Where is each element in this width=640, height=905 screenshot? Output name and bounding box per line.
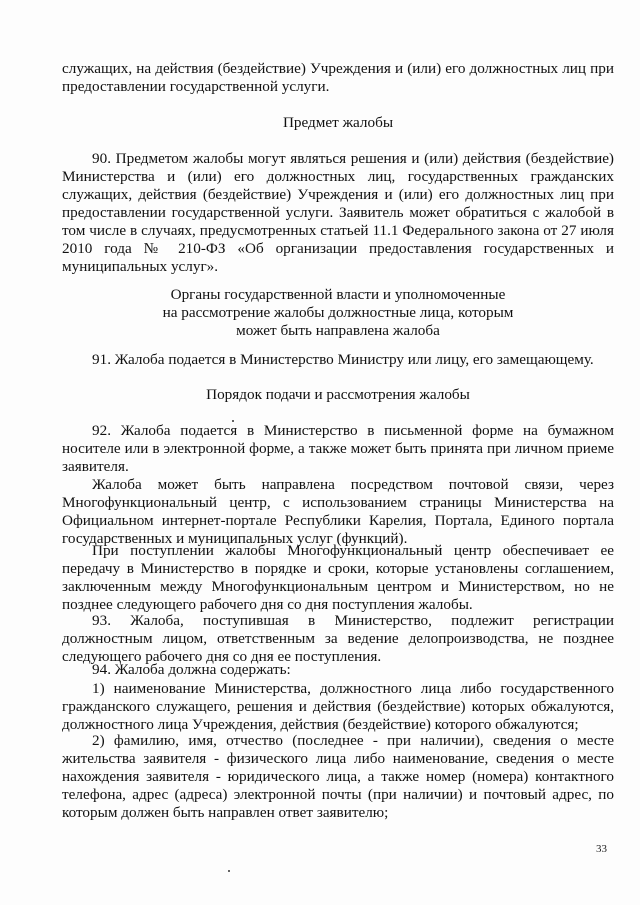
section-heading-procedure: Порядок подачи и рассмотрения жалобы [206,386,470,403]
paragraph-92: 92. Жалоба подается в Министерство в письменной форме на бумажном носителе или в электронной форме, а также может быть принята при личном приеме заявителя. [62,422,614,475]
paragraph-92-mfc: При поступлении жалобы Многофункциональный центр обеспечивает ее передачу в Министерство в порядке и сроки, которые установлены соглашением, заключенным между Многофункциональным центром и Министерством, но не позднее следующего рабочего дня со дня поступления жалобы. [62,542,614,613]
section-heading-subject: Предмет жалобы [282,114,394,131]
paragraph-93: 93. Жалоба, поступившая в Министерство, подлежит регистрации должностным лицом, ответственным за ведение делопроизводства, не позднее следующего рабочего дня со дня ее поступления. [62,612,614,665]
scan-speck [232,420,234,422]
intro-paragraph: служащих, на действия (бездействие) Учреждения и (или) его должностных лиц при предоставлении государственной услуги. [62,60,614,95]
heading-organs-line-2: на рассмотрение жалобы должностные лица, которым [162,304,514,321]
paragraph-91: 91. Жалоба подается в Министерство Министру или лицу, его замещающему. [92,351,594,368]
paragraph-94-item-2: 2) фамилию, имя, отчество (последнее - при наличии), сведения о месте жительства заявителя - физического лица либо наименование, сведения о месте нахождения заявителя - юридического лица, а также номер (номера) контактного телефона, адрес (адреса) электронной почты (при наличии) и почтовый адрес, по которым должен быть направлен ответ заявителю; [62,732,614,821]
heading-organs-line-1: Органы государственной власти и уполномоченные [170,286,506,303]
heading-organs-line-3: может быть направлена жалоба [236,322,440,339]
section-heading-organs [62,286,614,340]
paragraph-94-item-1: 1) наименование Министерства, должностного лица либо государственного гражданского служащего, решения и действия (бездействие) которых обжалуются, должностного лица Учреждения, действия (бездействие) которого обжалуются; [62,680,614,733]
scan-speck [228,870,230,872]
paragraph-92-channels: Жалоба может быть направлена посредством почтовой связи, через Многофункциональный центр, с использованием страницы Министерства на Официальном интернет-портале Республики Карелия, Портала, Единого портала государственных и муниципальных услуг (функций). [62,476,614,547]
paragraph-90: 90. Предметом жалобы могут являться решения и (или) действия (бездействие) Министерства и (или) его должностных лиц, государственных гражданских служащих, действия (бездействие) Учреждения и (или) его должностных лиц при предоставлении государственной услуги. Заявитель может обратиться с жалобой в том числе в случаях, предусмотренных статьей 11.1 Федерального закона от 27 июля 2010 года № 210-ФЗ «Об организации предоставления государственных и муниципальных услуг». [62,150,614,275]
page-number: 33 [596,843,607,855]
paragraph-94: 94. Жалоба должна содержать: [92,661,291,678]
